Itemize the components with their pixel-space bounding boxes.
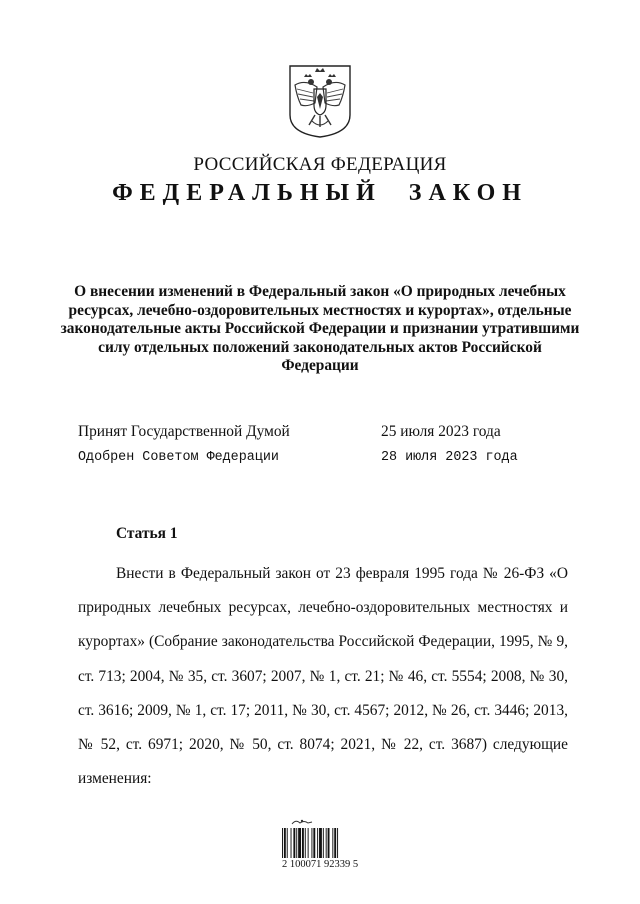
adoption-date: 28 июля 2023 года [381,450,518,465]
document-type: ФЕДЕРАЛЬНЫЙ ЗАКОН [112,180,528,206]
law-title: О внесении изменений в Федеральный закон «О природных лечебных ресурсах, лечебно-оздоровительных местностях и курортах», отдельные законодательные акты Российской Федерации и признании утратившими силу отдельных положений законодательных актов Российской Федерации [60,283,580,374]
barcode [280,818,360,878]
article-text: Внести в Федеральный закон от 23 февраля 1995 года № 26-ФЗ «О природных лечебных ресурсах, лечебно-оздоровительных местностях и курортах» (Собрание законодательства Российской Федерации, 1995, № 9, ст. 713; 2004, № 35, ст. 3607; 2007, № 1, ст. 21; № 46, ст. 5554; 2008, № 30, ст. 3616; 2009, № 1, ст. 17; 2011, № 30, ст. 4567; 2012, № 26, ст. 3446; 2013, № 52, ст. 6971; 2020, № 50, ст. 8074; 2021, № 22, ст. 3687) следующие изменения: [78,565,568,788]
adoption-label: Одобрен Советом Федерации [78,450,279,465]
country-name: РОССИЙСКАЯ ФЕДЕРАЦИЯ [193,154,447,175]
article-heading: Статья 1 [116,525,178,542]
barcode-icon [282,828,358,858]
registration-mark-icon [290,818,314,827]
adoption-date: 25 июля 2023 года [381,423,501,440]
barcode-digits: 2 100071 92339 5 [281,859,359,870]
coat-of-arms-icon [287,63,353,139]
adoption-label: Принят Государственной Думой [78,423,290,440]
